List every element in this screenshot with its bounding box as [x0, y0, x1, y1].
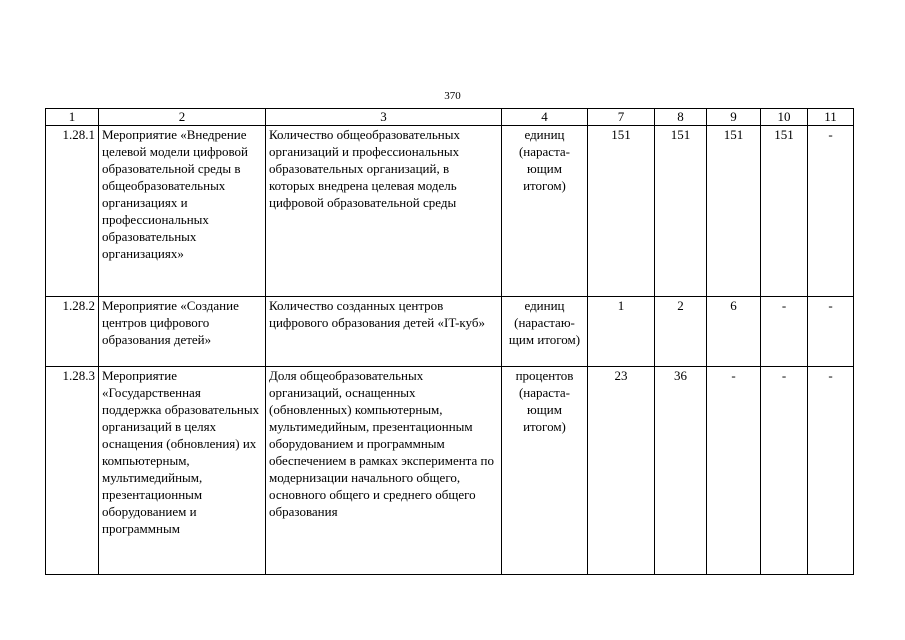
row-code: 1.28.1: [46, 126, 99, 297]
value-col8: 2: [655, 297, 707, 367]
value-col10: 151: [761, 126, 808, 297]
column-header: 3: [266, 109, 502, 126]
column-header: 2: [99, 109, 266, 126]
value-col11: -: [808, 126, 854, 297]
row-code: 1.28.3: [46, 367, 99, 575]
value-col7: 151: [588, 126, 655, 297]
value-col11: -: [808, 367, 854, 575]
value-col10: -: [761, 367, 808, 575]
value-col9: -: [707, 367, 761, 575]
value-col7: 23: [588, 367, 655, 575]
column-header: 7: [588, 109, 655, 126]
value-col9: 6: [707, 297, 761, 367]
row-code: 1.28.2: [46, 297, 99, 367]
row-name: Мероприятие «Внедрение целевой модели цифровой образовательной среды в общеобразовательных организациях и профессиональных образовательных организациях»: [99, 126, 266, 297]
row-unit: единиц (нараста-ющим итогом): [502, 126, 588, 297]
value-col8: 36: [655, 367, 707, 575]
table-row: [46, 297, 854, 367]
row-indicator: Количество созданных центров цифрового образования детей «IT-куб»: [266, 297, 502, 367]
column-header: 10: [761, 109, 808, 126]
value-col11: -: [808, 297, 854, 367]
table-row: [46, 367, 854, 575]
column-header: 9: [707, 109, 761, 126]
column-header: 4: [502, 109, 588, 126]
row-unit: единиц (нарастаю-щим итогом): [502, 297, 588, 367]
row-name: Мероприятие «Создание центров цифрового образования детей»: [99, 297, 266, 367]
column-header: 1: [46, 109, 99, 126]
indicators-table: [45, 108, 854, 575]
value-col7: 1: [588, 297, 655, 367]
column-header: 11: [808, 109, 854, 126]
value-col9: 151: [707, 126, 761, 297]
column-header: 8: [655, 109, 707, 126]
row-name: Мероприятие «Государственная поддержка образовательных организаций в целях оснащения (обновления) их компьютерным, мультимедийным, презентационным оборудованием и программным: [99, 367, 266, 575]
value-col10: -: [761, 297, 808, 367]
table-row: [46, 126, 854, 297]
value-col8: 151: [655, 126, 707, 297]
row-indicator: Количество общеобразовательных организаций и профессиональных образовательных организаций, в которых внедрена целевая модель цифровой образовательной среды: [266, 126, 502, 297]
row-indicator: Доля общеобразовательных организаций, оснащенных (обновленных) компьютерным, мультимедийным, презентационным оборудованием и программным обеспечением в рамках эксперимента по модернизации начального общего, основного общего и среднего общего образования: [266, 367, 502, 575]
page-number: 370: [444, 90, 461, 102]
row-unit: процентов (нараста-ющим итогом): [502, 367, 588, 575]
header-row: [46, 109, 854, 126]
